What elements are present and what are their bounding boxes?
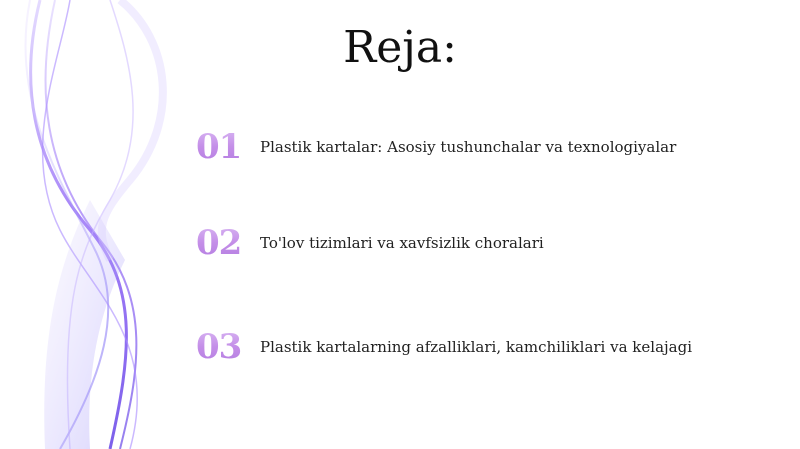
- agenda-item-label: To'lov tizimlari va xavfsizlik choralari: [260, 234, 544, 252]
- agenda-item-number: 01: [196, 127, 256, 167]
- agenda-item-2: [196, 223, 544, 263]
- agenda-item-number: 03: [196, 327, 256, 367]
- decorative-wave-graphic: [0, 0, 200, 449]
- agenda-item-number: 02: [196, 223, 256, 263]
- agenda-item-label: Plastik kartalar: Asosiy tushunchalar va texnologiyalar: [260, 138, 677, 156]
- agenda-item-label: Plastik kartalarning afzalliklari, kamchiliklari va kelajagi: [260, 338, 693, 356]
- agenda-item-3: [196, 327, 692, 367]
- slide-title: Reja:: [343, 22, 457, 73]
- agenda-item-1: [196, 127, 676, 167]
